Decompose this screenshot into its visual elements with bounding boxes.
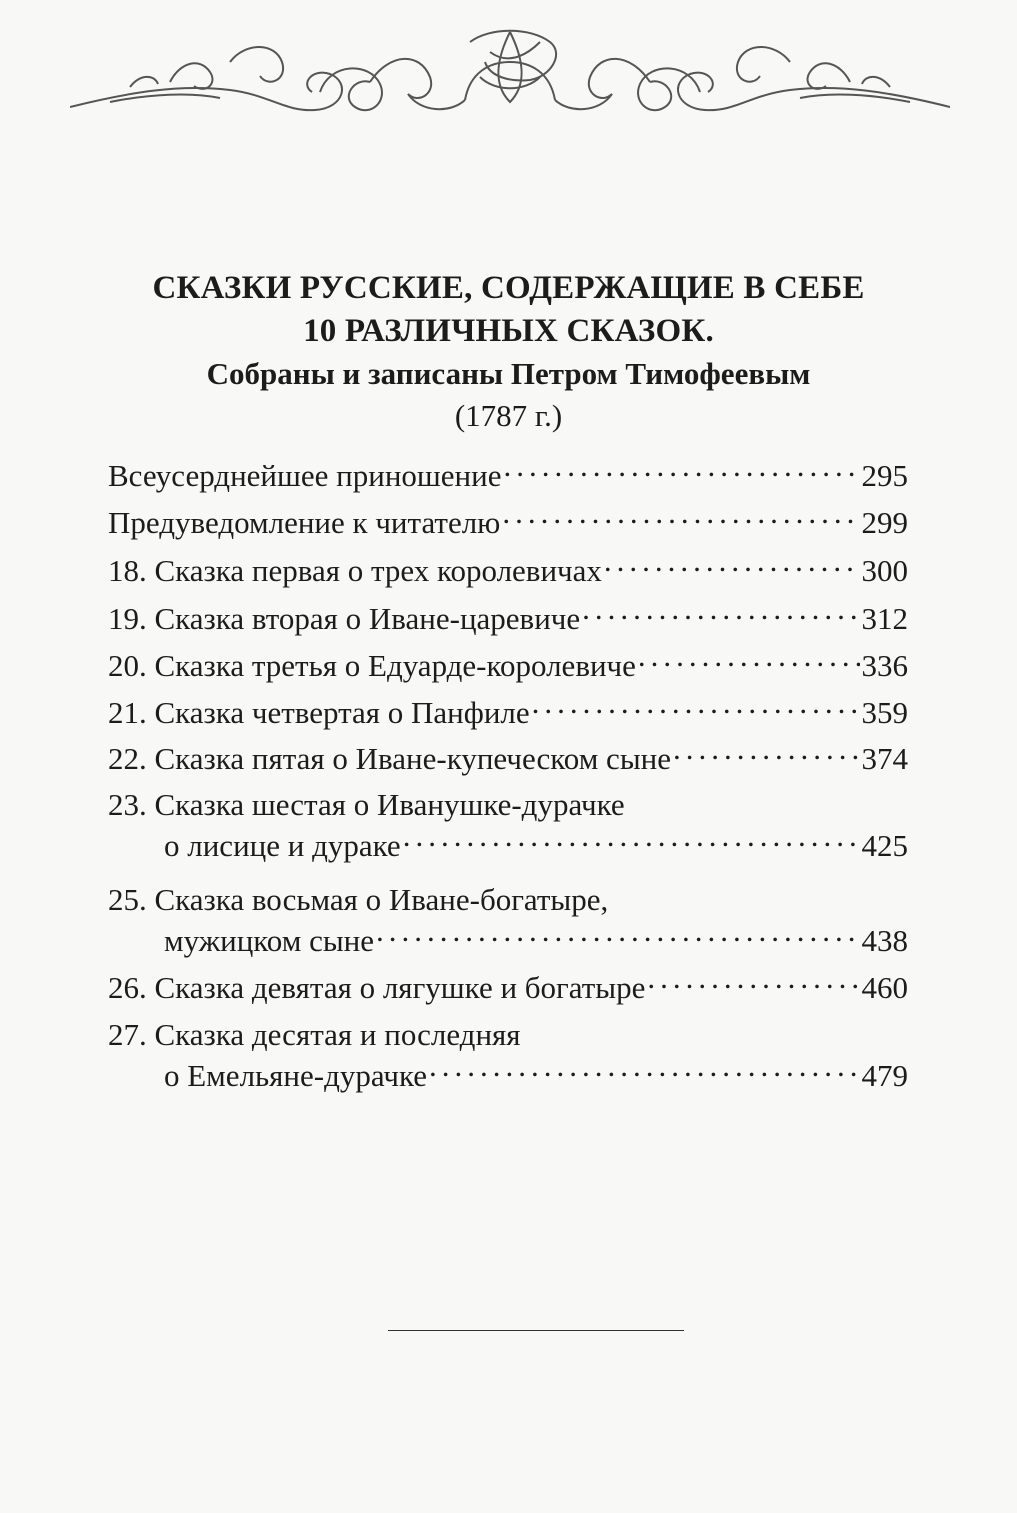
toc-page-number: 479 [861,1058,908,1093]
toc-page-number: 312 [861,601,908,636]
toc-page-number: 359 [861,695,908,730]
toc-entry-title: Предуведомление к читателю [108,505,501,540]
toc-entry[interactable] [108,645,908,686]
leader-dots [647,967,859,998]
toc-entry-title: 26. Сказка девятая о лягушке и богатыре [108,970,646,1005]
title-line-1: СКАЗКИ РУССКИЕ, СОДЕРЖАЩИЕ В СЕБЕ [152,270,865,306]
toc-page-number: 374 [861,741,908,776]
toc-entry[interactable] [108,967,908,1008]
toc-entry[interactable] [108,598,908,639]
toc-entry-title: Всеусерднейшее приношение [108,458,502,493]
toc-entry-title: 19. Сказка вторая о Иване-царевиче [108,601,581,636]
toc-entry-title: мужицком сыне [164,923,375,958]
bleed-through-text [290,190,297,222]
toc-entry-title-line1: 25. Сказка восьмая о Иване-богатыре, [108,882,609,917]
toc-page-number: 425 [861,828,908,863]
publication-year: (1787 г.) [454,398,563,433]
toc-page-number: 438 [861,923,908,958]
ornamental-header [70,22,950,132]
toc-entry-title-line1: 27. Сказка десятая и последняя [108,1017,521,1052]
leader-dots [503,455,859,486]
toc-page-number: 295 [861,458,908,493]
leader-dots [376,920,859,951]
toc-entry-title: о лисице и дураке [164,828,401,863]
toc-entry-title: 22. Сказка пятая о Иване-купеческом сыне [108,741,671,776]
toc-entry-title: 20. Сказка третья о Едуарде-королевиче [108,648,636,683]
leader-dots [582,598,859,629]
toc-entry[interactable] [108,550,908,591]
toc-page-number: 299 [861,505,908,540]
leader-dots [403,825,860,856]
leader-dots [532,692,860,723]
leader-dots [673,738,860,769]
toc-page-number: 336 [861,648,908,683]
title-line-2: 10 РАЗЛИЧНЫХ СКАЗОК. [303,313,714,349]
leader-dots [429,1055,859,1086]
leader-dots [502,502,859,533]
toc-entry[interactable] [108,785,908,866]
toc-entry[interactable] [108,738,908,779]
toc-page-number: 300 [861,553,908,588]
toc-entry[interactable] [108,502,908,543]
toc-entry-title: о Емельяне-дурачке [164,1058,428,1093]
toc-page-number: 460 [861,970,908,1005]
toc-entry[interactable] [108,1015,908,1096]
footer-rule [388,1330,684,1331]
toc-entry-title-line1: 23. Сказка шестая о Иванушке-дурачке [108,787,625,822]
toc-entry[interactable] [108,692,908,733]
leader-dots [604,550,860,581]
toc-entry[interactable] [108,455,908,496]
toc-entry-title: 18. Сказка первая о трех королевичах [108,553,602,588]
toc-entry[interactable] [108,880,908,961]
leader-dots [638,645,860,676]
toc-entry-title: 21. Сказка четвертая о Панфиле [108,695,530,730]
subtitle: Собраны и записаны Петром Тимофеевым [206,356,811,391]
